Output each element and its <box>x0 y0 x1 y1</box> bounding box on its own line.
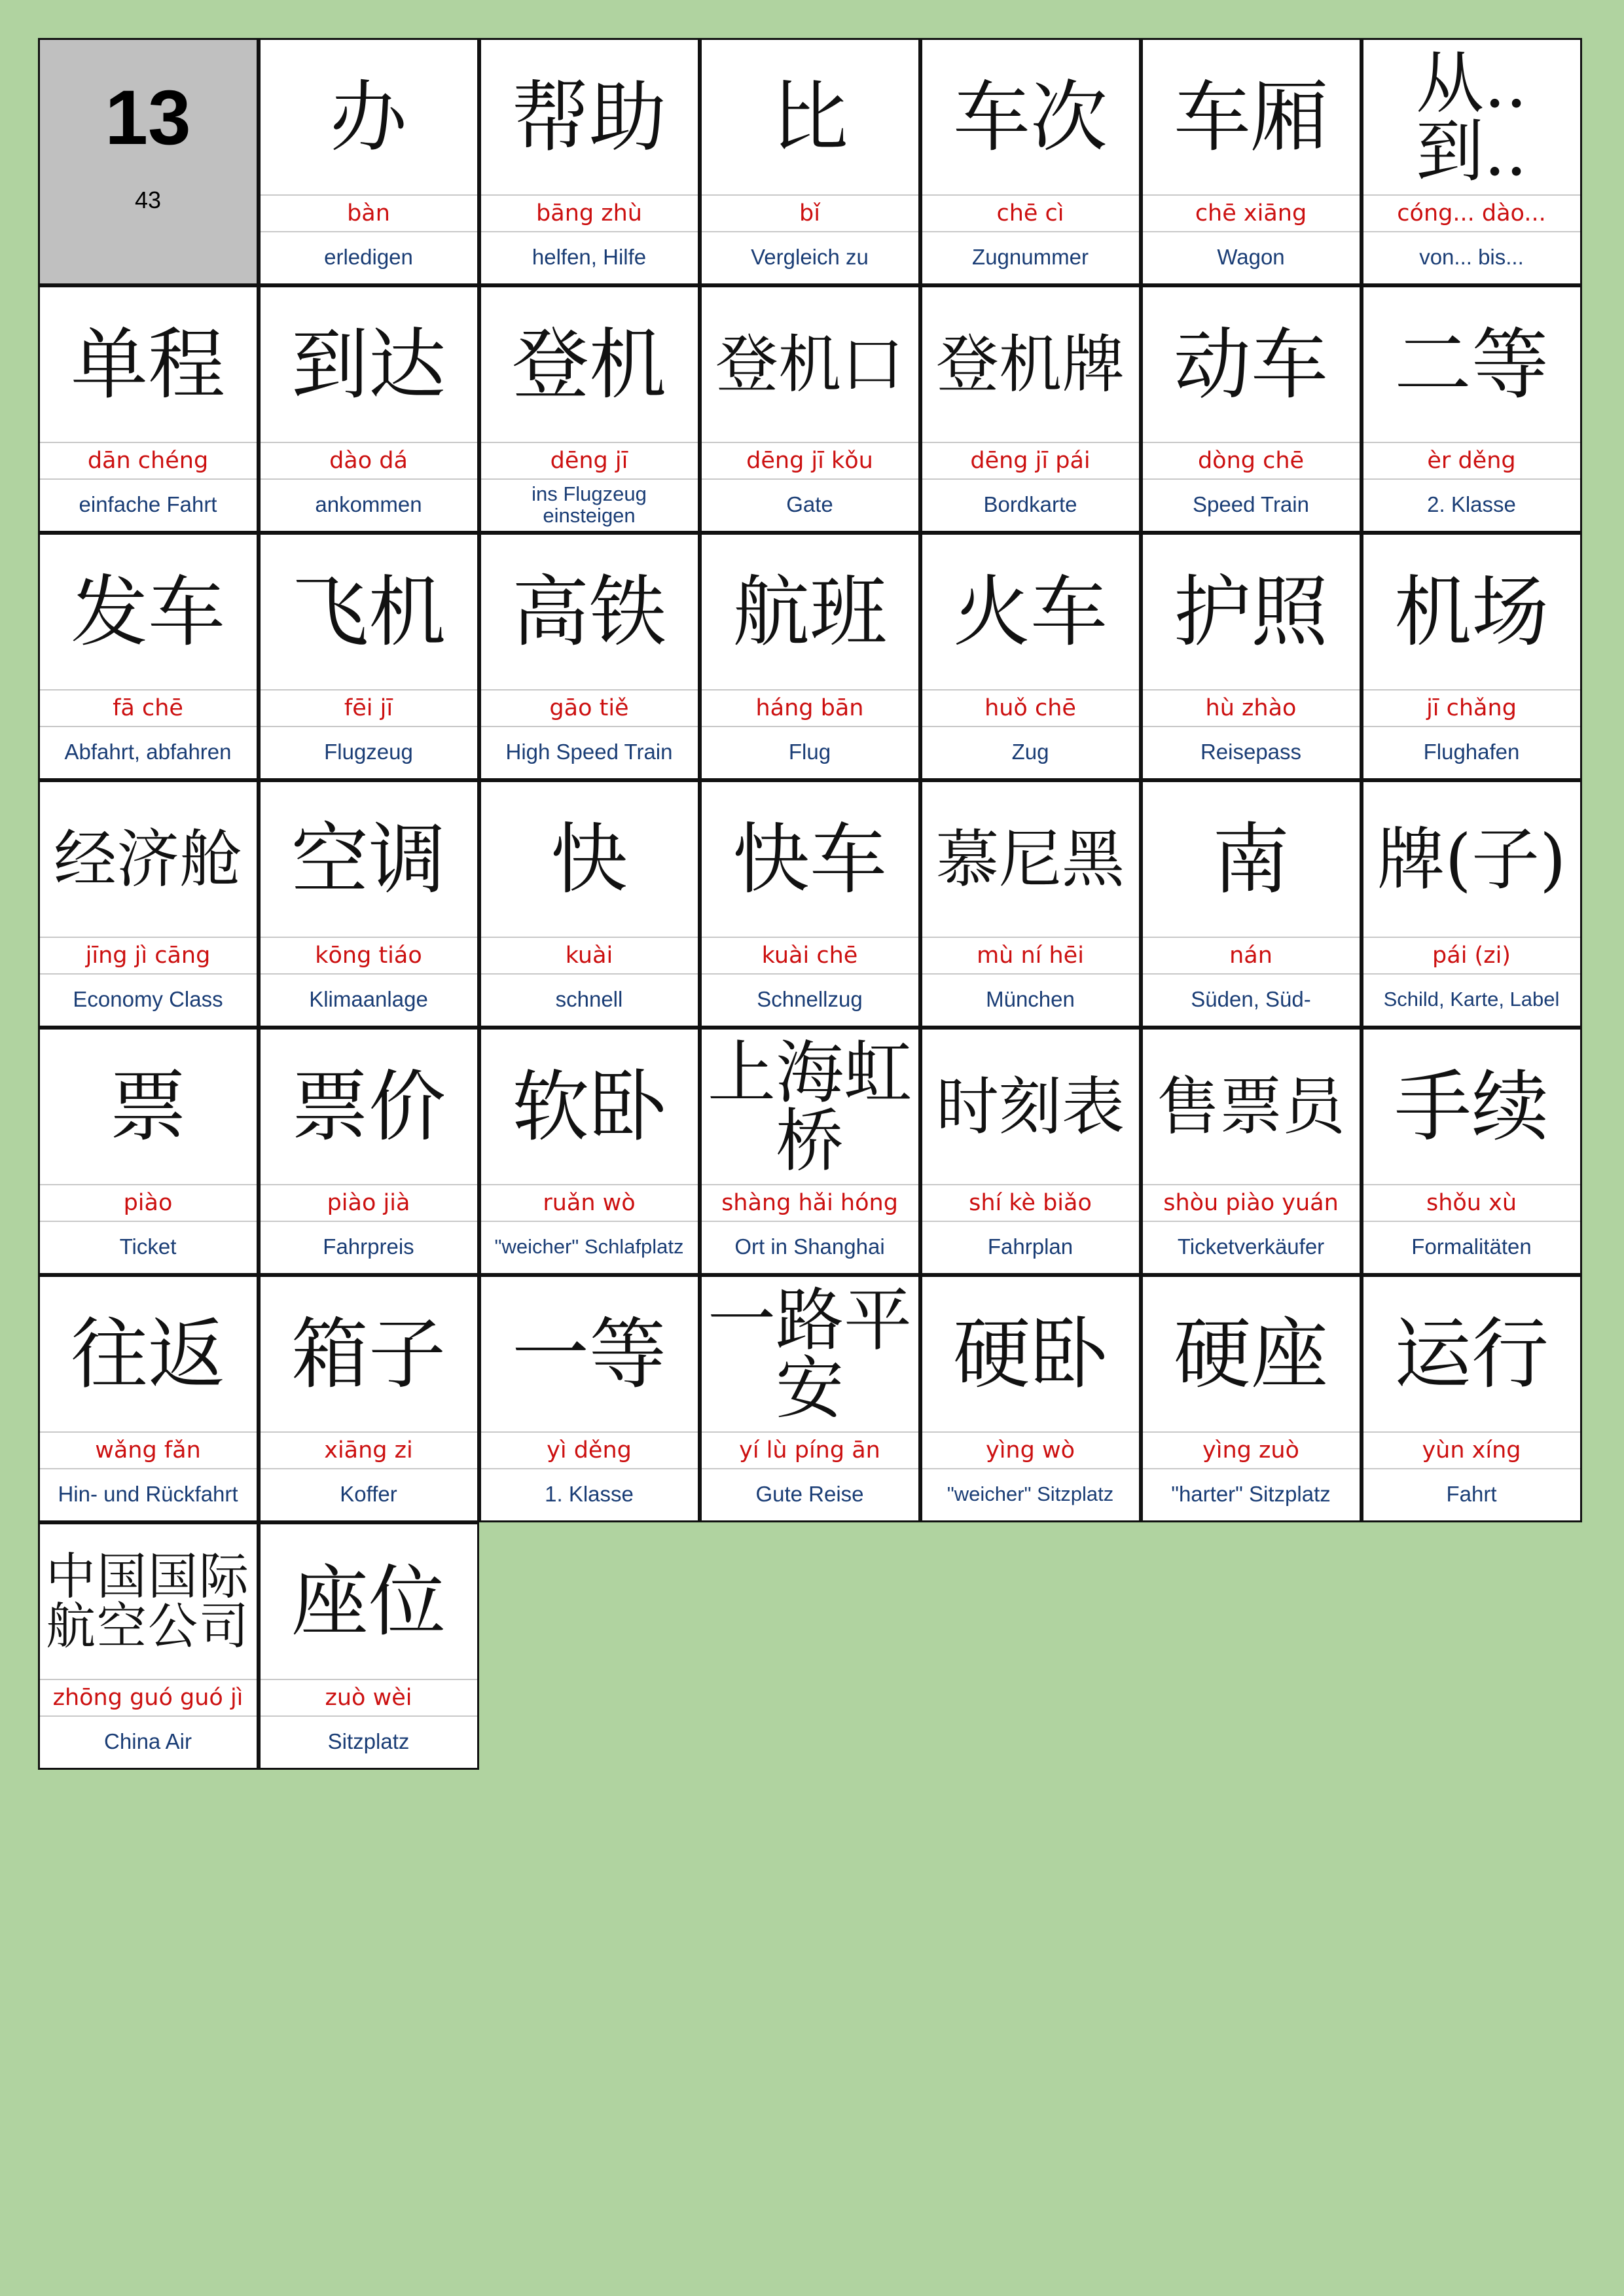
pinyin-text: zhōng guó guó jì <box>40 1679 257 1717</box>
pinyin-text: bàn <box>261 194 477 232</box>
hanzi-text: 上海虹桥 <box>707 1032 912 1181</box>
hanzi-text: 航班 <box>732 566 887 657</box>
meaning-text: Fahrplan <box>987 1234 1074 1259</box>
hanzi-text: 箱子 <box>291 1308 446 1399</box>
vocab-card <box>1362 533 1582 780</box>
meaning-text: Zugnummer <box>972 245 1089 270</box>
hanzi-text: 快车 <box>732 814 887 905</box>
vocab-card <box>920 1028 1141 1275</box>
hanzi-text: 从.. 到.. <box>1415 43 1528 191</box>
meaning-text: Zug <box>1011 740 1049 764</box>
meaning-text: Koffer <box>340 1482 397 1507</box>
vocab-card <box>479 1028 700 1275</box>
pinyin-text: jī chǎng <box>1363 689 1580 727</box>
pinyin-text: fēi jī <box>261 689 477 727</box>
hanzi-text: 运行 <box>1394 1308 1549 1399</box>
hanzi-text: 车厢 <box>1173 71 1328 162</box>
hanzi-text: 办 <box>329 71 407 162</box>
hanzi-text: 登机牌 <box>936 327 1125 401</box>
hanzi-text: 空调 <box>291 814 446 905</box>
vocab-card <box>920 1275 1141 1522</box>
hanzi-text: 帮助 <box>511 71 666 162</box>
hanzi-text: 中国国际航空公司 <box>46 1547 250 1655</box>
vocab-card <box>479 533 700 780</box>
vocab-card <box>479 38 700 285</box>
pinyin-text: ruǎn wò <box>481 1184 698 1222</box>
meaning-text: Flug <box>788 740 831 764</box>
meaning-text: Schnellzug <box>757 987 863 1012</box>
pinyin-text: jīng jì cāng <box>40 937 257 975</box>
vocab-card <box>1141 780 1362 1028</box>
pinyin-text: chē cì <box>922 194 1139 232</box>
vocab-card <box>920 780 1141 1028</box>
pinyin-text: pái (zi) <box>1363 937 1580 975</box>
pinyin-text: dēng jī <box>481 442 698 480</box>
hanzi-text: 硬卧 <box>952 1308 1108 1399</box>
vocab-card <box>38 533 259 780</box>
pinyin-text: kōng tiáo <box>261 937 477 975</box>
hanzi-text: 飞机 <box>291 566 446 657</box>
pinyin-text: chē xiāng <box>1143 194 1360 232</box>
hanzi-text: 票 <box>109 1061 187 1152</box>
meaning-text: Ort in Shanghai <box>734 1234 885 1259</box>
hanzi-text: 一路平安 <box>707 1280 912 1428</box>
meaning-text: Wagon <box>1217 245 1285 270</box>
pinyin-text: wǎng fǎn <box>40 1431 257 1469</box>
meaning-text: Hin- und Rückfahrt <box>58 1482 238 1507</box>
pinyin-text: shí kè biǎo <box>922 1184 1139 1222</box>
pinyin-text: zuò wèi <box>261 1679 477 1717</box>
meaning-text: einfache Fahrt <box>79 492 217 517</box>
meaning-text: ankommen <box>315 492 422 517</box>
lesson-number: 13 <box>105 74 191 161</box>
vocab-card <box>479 1275 700 1522</box>
vocab-card <box>920 38 1141 285</box>
pinyin-text: fā chē <box>40 689 257 727</box>
hanzi-text: 护照 <box>1173 566 1328 657</box>
pinyin-text: gāo tiě <box>481 689 698 727</box>
vocab-card <box>1141 533 1362 780</box>
hanzi-text: 单程 <box>70 319 225 410</box>
vocab-card <box>1362 780 1582 1028</box>
hanzi-text: 慕尼黑 <box>936 822 1125 896</box>
pinyin-text: dòng chē <box>1143 442 1360 480</box>
meaning-text: erledigen <box>324 245 413 270</box>
vocab-card <box>700 780 920 1028</box>
meaning-text: Flughafen <box>1423 740 1520 764</box>
vocab-card <box>1362 38 1582 285</box>
pinyin-text: dào dá <box>261 442 477 480</box>
pinyin-text: cóng... dào... <box>1363 194 1580 232</box>
hanzi-text: 登机 <box>511 319 666 410</box>
hanzi-text: 经济舱 <box>54 822 242 896</box>
hanzi-text: 一等 <box>511 1308 666 1399</box>
hanzi-text: 高铁 <box>511 566 666 657</box>
meaning-text: von... bis... <box>1419 245 1524 270</box>
vocab-card <box>700 1028 920 1275</box>
vocab-card <box>38 1028 259 1275</box>
meaning-text: ins Flugzeug einsteigen <box>532 482 647 527</box>
meaning-text: "weicher" Schlafplatz <box>494 1235 684 1259</box>
vocab-card <box>920 533 1141 780</box>
vocab-card <box>38 285 259 533</box>
pinyin-text: shǒu xù <box>1363 1184 1580 1222</box>
meaning-text: Sitzplatz <box>327 1729 410 1754</box>
vocab-card <box>1141 1028 1362 1275</box>
hanzi-text: 火车 <box>952 566 1108 657</box>
meaning-text: Flugzeug <box>324 740 413 764</box>
vocabulary-card-grid <box>39 39 1583 1770</box>
meaning-text: Vergleich zu <box>751 245 869 270</box>
meaning-text: helfen, Hilfe <box>532 245 647 270</box>
hanzi-text: 比 <box>770 71 848 162</box>
vocab-card <box>700 38 920 285</box>
hanzi-text: 牌(子) <box>1377 819 1566 899</box>
meaning-text: "weicher" Sitzplatz <box>947 1482 1114 1506</box>
hanzi-text: 二等 <box>1394 319 1549 410</box>
meaning-text: Economy Class <box>73 987 223 1012</box>
hanzi-text: 售票员 <box>1157 1069 1345 1143</box>
pinyin-text: huǒ chē <box>922 689 1139 727</box>
pinyin-text: dān chéng <box>40 442 257 480</box>
hanzi-text: 时刻表 <box>936 1069 1125 1143</box>
word-count: 43 <box>134 186 162 213</box>
pinyin-text: bāng zhù <box>481 194 698 232</box>
vocab-card <box>38 780 259 1028</box>
vocab-card <box>700 285 920 533</box>
meaning-text: Gute Reise <box>755 1482 864 1507</box>
pinyin-text: hù zhào <box>1143 689 1360 727</box>
hanzi-text: 机场 <box>1394 566 1549 657</box>
hanzi-text: 车次 <box>952 71 1108 162</box>
meaning-text: Gate <box>786 492 833 517</box>
meaning-text: München <box>986 987 1075 1012</box>
hanzi-text: 硬座 <box>1173 1308 1328 1399</box>
hanzi-text: 发车 <box>70 566 225 657</box>
vocab-card <box>259 533 479 780</box>
pinyin-text: yí lù píng ān <box>702 1431 918 1469</box>
vocab-card <box>259 780 479 1028</box>
vocab-card <box>1362 285 1582 533</box>
vocab-card <box>920 285 1141 533</box>
meaning-text: 2. Klasse <box>1427 492 1516 517</box>
meaning-text: Fahrt <box>1446 1482 1497 1507</box>
hanzi-text: 软卧 <box>511 1061 666 1152</box>
meaning-text: schnell <box>555 987 623 1012</box>
hanzi-text: 票价 <box>291 1061 446 1152</box>
meaning-text: Bordkarte <box>983 492 1077 517</box>
pinyin-text: mù ní hēi <box>922 937 1139 975</box>
hanzi-text: 快 <box>550 814 628 905</box>
vocab-card <box>1141 285 1362 533</box>
pinyin-text: piào <box>40 1184 257 1222</box>
hanzi-text: 动车 <box>1173 319 1328 410</box>
meaning-text: High Speed Train <box>505 740 673 764</box>
meaning-text: Speed Train <box>1193 492 1309 517</box>
hanzi-text: 到达 <box>291 319 446 410</box>
vocab-card <box>259 1522 479 1770</box>
hanzi-text: 手续 <box>1394 1061 1549 1152</box>
vocab-card <box>479 780 700 1028</box>
meaning-text: Schild, Karte, Label <box>1383 988 1560 1011</box>
meaning-text: Klimaanlage <box>309 987 428 1012</box>
pinyin-text: dēng jī pái <box>922 442 1139 480</box>
vocab-card <box>259 1028 479 1275</box>
hanzi-text: 南 <box>1212 814 1290 905</box>
pinyin-text: yì děng <box>481 1431 698 1469</box>
meaning-text: Formalitäten <box>1411 1234 1532 1259</box>
pinyin-text: kuài <box>481 937 698 975</box>
meaning-text: "harter" Sitzplatz <box>1171 1482 1331 1507</box>
vocab-card <box>700 533 920 780</box>
pinyin-text: yìng wò <box>922 1431 1139 1469</box>
pinyin-text: kuài chē <box>702 937 918 975</box>
vocab-card <box>1362 1275 1582 1522</box>
pinyin-text: shàng hǎi hóng <box>702 1184 918 1222</box>
pinyin-text: piào jià <box>261 1184 477 1222</box>
vocab-card <box>1362 1028 1582 1275</box>
meaning-text: Ticketverkäufer <box>1177 1234 1325 1259</box>
pinyin-text: xiāng zi <box>261 1431 477 1469</box>
meaning-text: China Air <box>104 1729 192 1754</box>
hanzi-text: 座位 <box>291 1556 446 1647</box>
meaning-text: Abfahrt, abfahren <box>64 740 232 764</box>
vocab-card <box>479 285 700 533</box>
vocab-card <box>1141 1275 1362 1522</box>
vocab-card <box>38 1522 259 1770</box>
hanzi-text: 往返 <box>70 1308 225 1399</box>
hanzi-text: 登机口 <box>715 327 904 401</box>
vocab-card <box>259 1275 479 1522</box>
meaning-text: Reisepass <box>1200 740 1302 764</box>
pinyin-text: háng bān <box>702 689 918 727</box>
pinyin-text: bǐ <box>702 194 918 232</box>
vocab-card <box>259 38 479 285</box>
meaning-text: 1. Klasse <box>545 1482 634 1507</box>
pinyin-text: yùn xíng <box>1363 1431 1580 1469</box>
pinyin-text: yìng zuò <box>1143 1431 1360 1469</box>
vocab-card <box>259 285 479 533</box>
vocab-card <box>38 1275 259 1522</box>
pinyin-text: èr děng <box>1363 442 1580 480</box>
meaning-text: Ticket <box>119 1234 177 1259</box>
pinyin-text: shòu piào yuán <box>1143 1184 1360 1222</box>
meaning-text: Fahrpreis <box>323 1234 414 1259</box>
vocab-card <box>700 1275 920 1522</box>
meaning-text: Süden, Süd- <box>1191 987 1311 1012</box>
lesson-card <box>38 38 259 285</box>
pinyin-text: nán <box>1143 937 1360 975</box>
pinyin-text: dēng jī kǒu <box>702 442 918 480</box>
vocab-card <box>1141 38 1362 285</box>
